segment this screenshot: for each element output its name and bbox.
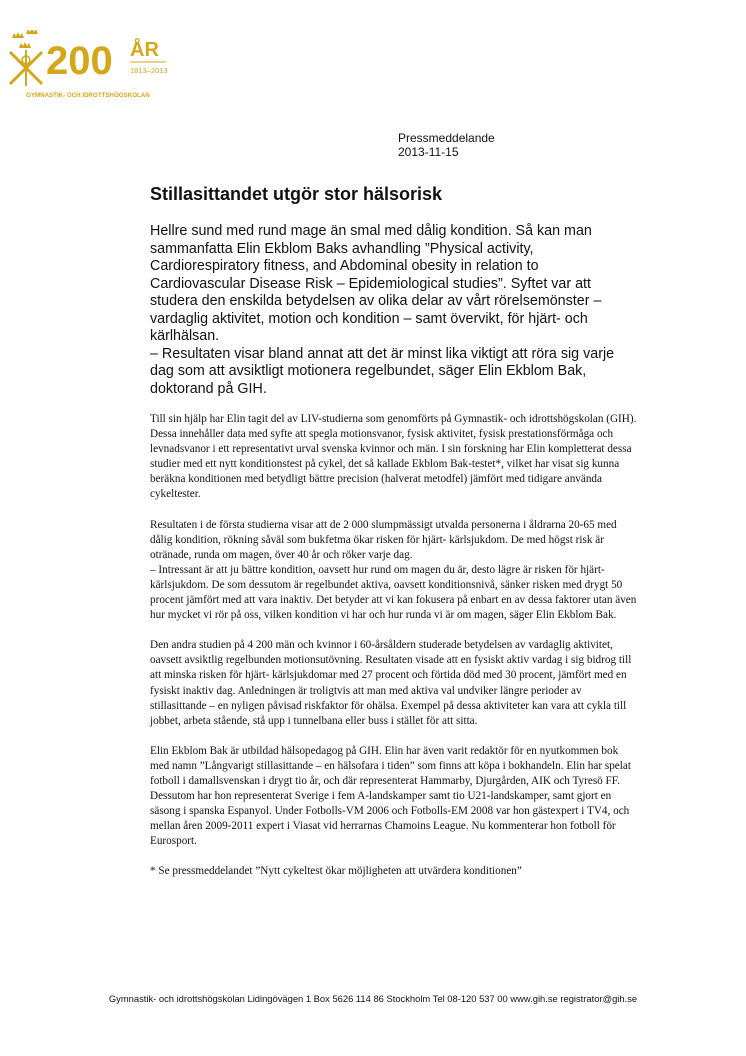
page-title: Stillasittandet utgör stor hälsorisk bbox=[150, 184, 443, 204]
lead-paragraph: Hellre sund med rund mage än smal med dålig kondition. Så kan man sammanfatta Elin Ekblom Baks avhandling ”Physical activity, Cardiorespiratory fitness, and Abdominal obesity in relation to Cardiovascular Disease Risk – Epidemiological studies”. Syftet var att studera den enskilda betydelsen av olika delar av vårt rörelsemönster – vardaglig aktivitet, motion och kondition – samt övervikt, för hjärt- och kärlhälsan. bbox=[150, 223, 602, 344]
body-text bbox=[150, 412, 640, 895]
lead-section bbox=[150, 223, 630, 398]
footnote: * Se pressmeddelandet ”Nytt cykeltest ökar möjligheten att utvärdera konditionen” bbox=[150, 865, 522, 878]
logo-org-name: GYMNASTIK- OCH IDROTTSHÖGSKOLAN bbox=[26, 92, 150, 99]
press-header bbox=[398, 131, 495, 159]
body-paragraph: Den andra studien på 4 200 män och kvinnor i 60-årsåldern studerade betydelsen av vardaglig aktivitet, oavsett avsiktlig regelbunden motionsutövning. Resultaten visade att en fysiskt aktiv vardag i sig bidrog till att minska risken för hjärt- kärlsjukdomar med 27 procent och förtida död med 30 procent, jämfört med en fysiskt inaktiv dag. Anledningen är troligtvis att man med aktiva val undviker längre perioder av stillasittande – en nyligen påvisad riskfaktor för ohälsa. Exempel på dessa aktiviteter kan vara att cykla till jobbet, arbeta stående, stå upp i tunnelbana eller buss i stället för att sitta. bbox=[150, 639, 632, 727]
logo-years: 1813–2013 bbox=[130, 66, 168, 75]
body-paragraph: Resultaten i de första studierna visar att de 2 000 slumpmässigt utvalda personerna i åldrarna 20-65 med dålig kondition, rökning såväl som bukfetma ökar risken för hjärt- kärlsjukdom. De med högst risk är otränade, runda om magen, över 40 år och röker varje dag. bbox=[150, 518, 617, 561]
page-footer: Gymnastik- och idrottshögskolan Lidingövägen 1 Box 5626 114 86 Stockholm Tel 08-120 537 00 www.gih.se registrator@gih.se bbox=[108, 993, 638, 1004]
gih-200-year-logo bbox=[8, 30, 178, 102]
body-paragraph: Elin Ekblom Bak är utbildad hälsopedagog på GIH. Elin har även varit redaktör för en nyutkommen bok med namn ”Långvarigt stillasittande – en hälsofara i tiden” som finns att köpa i bokhandeln. Elin har spelat fotboll i damallsvenskan i drygt tio år, och där representerat Hammarby, Djurgården, AIK och Tyresö FF. Dessutom har hon representerat Sverige i fem A-landskamper samt tio U21-landskamper, samt gjort en säsong i spanska Espanyol. Under Fotbolls-VM 2006 och Fotbolls-EM 2008 var hon gästexpert i TV4, och mellan åren 2009-2011 expert i Viasat vid herrarnas Chamoins League. Nu kommenterar hon fotboll för Eurosport. bbox=[150, 744, 631, 848]
crowns-emblem-icon bbox=[10, 30, 42, 86]
logo-number: 200 bbox=[46, 39, 113, 83]
logo-word: ÅR bbox=[130, 39, 159, 61]
body-paragraph: – Intressant är att ju bättre kondition, oavsett hur rund om magen du är, desto lägre är risken för hjärt- kärlsjukdom. De som dessutom är regelbundet aktiva, oavsett konditionsnivå, sänker risken med drygt 50 procent jämfört med att vara inaktiv. Det betyder att vi kan fokusera på enbart en av dessa faktorer utan även hur mycket vi rör på oss, vilken kondition vi har och hur runda vi är om magen, säger Elin Ekblom Bak. bbox=[150, 563, 637, 622]
lead-quote: – Resultaten visar bland annat att det är minst lika viktigt att röra sig varje dag som att avsiktligt motionera regelbundet, säger Elin Ekblom Bak, doktorand på GIH. bbox=[150, 345, 615, 397]
logo-graphic bbox=[8, 30, 178, 102]
body-paragraph: Till sin hjälp har Elin tagit del av LIV-studierna som genomförts på Gymnastik- och idrottshögskolan (GIH). Dessa innehåller data med syfte att spegla motionsvanor, fysisk aktivitet, fysisk prestationsförmåga och levnadsvanor i ett representativt urval svenska kvinnor och män. I sin forskning har Elin kompletterat dessa studier med ett nytt konditionstest på cykel, det så kallade Ekblom Bak-testet*, vilket har visat sig kunna beräkna konditionen med betydligt bättre precision (halverat metodfel) jämfört med tidigare använda cykeltester. bbox=[150, 413, 637, 501]
doc-date: 2013-11-15 bbox=[398, 145, 459, 159]
doc-type: Pressmeddelande bbox=[398, 131, 495, 145]
